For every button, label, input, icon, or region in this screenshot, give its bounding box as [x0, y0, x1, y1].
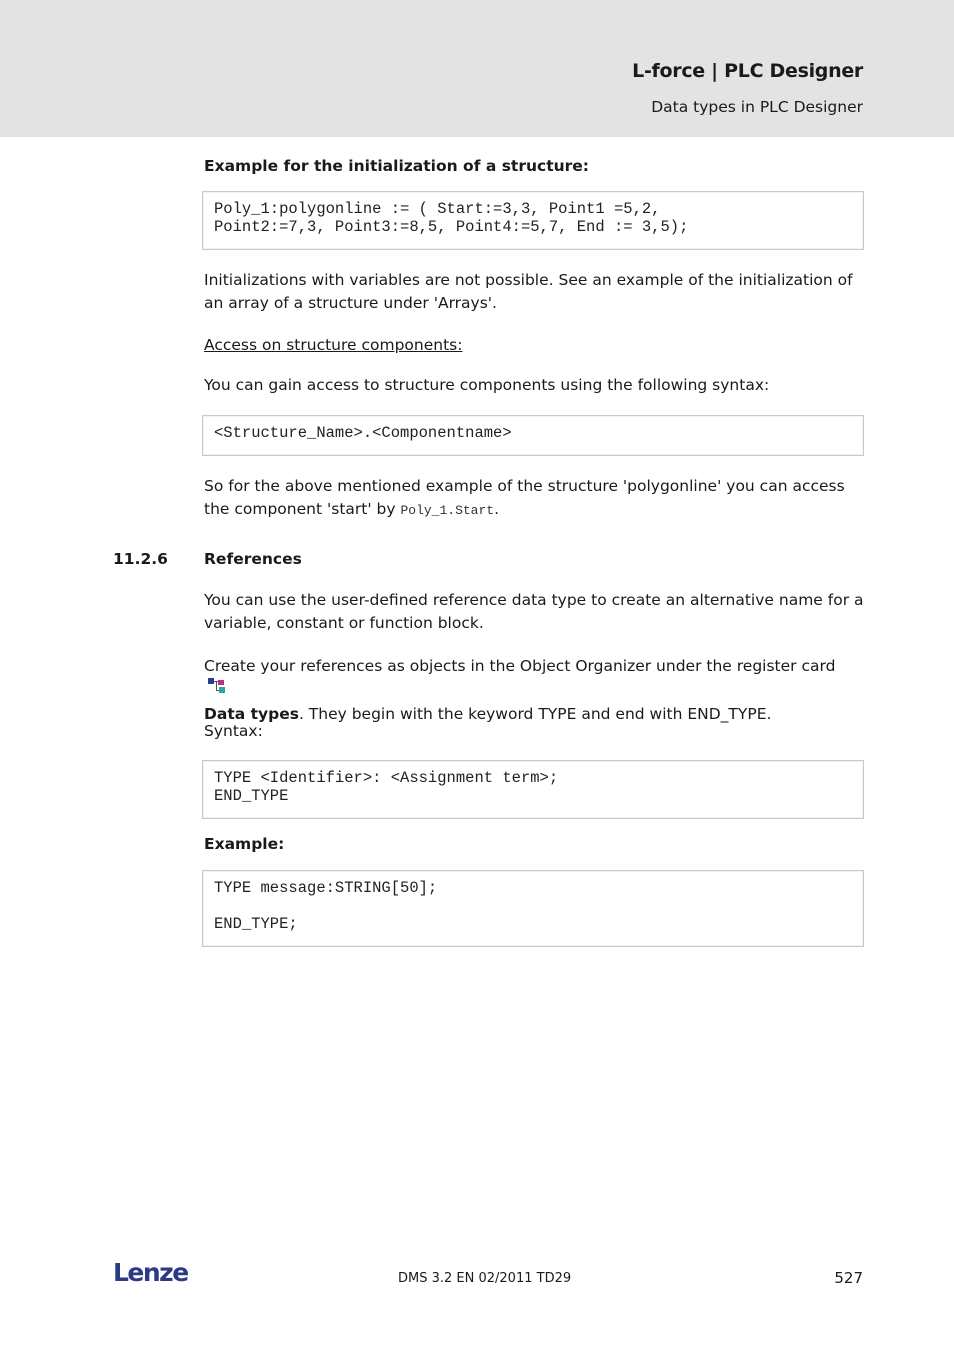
- section-number: 11.2.6: [113, 550, 168, 568]
- access-heading: Access on structure components:: [204, 336, 463, 354]
- paragraph: You can use the user-defined reference data type to create an alternative name for a variable, constant or function block.: [204, 591, 864, 632]
- example-heading: Example for the initialization of a structure:: [204, 157, 589, 175]
- code-line: END_TYPE;: [214, 915, 298, 933]
- code-block-initialization: [202, 191, 864, 250]
- document-id: DMS 3.2 EN 02/2011 TD29: [398, 1271, 572, 1286]
- code-block-syntax: [202, 760, 864, 819]
- page-number: 527: [834, 1269, 863, 1287]
- code-line: Poly_1:polygonline := ( Start:=3,3, Point1 =5,2,: [214, 200, 661, 218]
- code-block-syntax-access: [202, 415, 864, 456]
- code-line: <Structure_Name>.<Componentname>: [214, 424, 512, 442]
- page-header: [0, 0, 954, 137]
- data-types-icon: [207, 678, 229, 694]
- code-line: END_TYPE: [214, 787, 289, 805]
- syntax-label: Syntax:: [204, 722, 263, 740]
- example-label: Example:: [204, 835, 285, 853]
- lenze-logo: Lenze: [113, 1258, 188, 1287]
- inline-code: Poly_1.Start: [400, 503, 495, 518]
- code-line: TYPE message:STRING[50];: [214, 879, 438, 897]
- paragraph-text: Create your references as objects in the Object Organizer under the register card: [204, 657, 836, 675]
- chapter-title: Data types in PLC Designer: [651, 98, 863, 116]
- paragraph-text: So for the above mentioned example of the structure 'polygonline' you can access the component 'start' by: [204, 477, 845, 518]
- document-title: L-force | PLC Designer: [632, 60, 863, 82]
- paragraph: Initializations with variables are not possible. See an example of the initialization of an array of a structure under 'Arrays'.: [204, 271, 853, 312]
- paragraph: You can gain access to structure components using the following syntax:: [204, 376, 770, 394]
- paragraph-text: .: [494, 500, 500, 518]
- paragraph: [204, 655, 864, 726]
- access-heading-wrap: [204, 334, 864, 357]
- paragraph-bold: Data types: [204, 705, 299, 723]
- code-line: Point2:=7,3, Point3:=8,5, Point4:=5,7, End := 3,5);: [214, 218, 689, 236]
- code-blank-line: [214, 897, 852, 915]
- code-block-example: [202, 870, 864, 947]
- paragraph: [204, 475, 864, 522]
- section-title: References: [204, 550, 302, 568]
- code-line: TYPE <Identifier>: <Assignment term>;: [214, 769, 559, 787]
- paragraph-text: . They begin with the keyword TYPE and end with END_TYPE.: [298, 705, 772, 723]
